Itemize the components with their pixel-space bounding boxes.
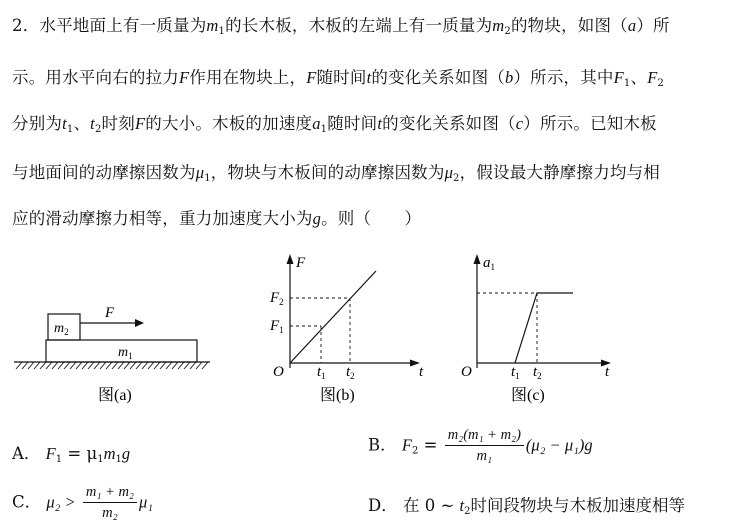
board-m1-label: $m_1$ (118, 345, 133, 361)
hatch-mark (202, 362, 208, 369)
hatch-mark (70, 362, 76, 369)
hatch-mark (58, 362, 64, 369)
hatch-mark (76, 362, 82, 369)
force-label: F (105, 305, 115, 321)
option-b-fraction: $\frac{\text{m₂(m₁ + m₂)}}{\text{m₁}}$ (445, 427, 524, 465)
hatch-mark (130, 362, 136, 369)
hatch-mark (154, 362, 160, 369)
hatch-mark (100, 362, 106, 369)
ground-hatch (16, 362, 208, 369)
question-line-2: 示。用水平向右的拉力F作用在物块上，F随时间t的变化关系如图（b）所示，其中$F_1$、$F_2$ (12, 68, 665, 89)
hatch-mark (196, 362, 202, 369)
hatch-mark (16, 362, 22, 369)
hatch-mark (64, 362, 70, 369)
question-line-1: 2．水平地面上有一质量为$m_1$的长木板，木板的左端上有一质量为$m_2$的物块，如图（a）所 (12, 16, 670, 37)
c-t1-label: $t_1$ (511, 364, 520, 381)
b-t1-label: $t_1$ (317, 364, 326, 381)
b-y-arrow (287, 254, 294, 264)
b-x-label: t (419, 364, 424, 380)
hatch-mark (88, 362, 94, 369)
b-t2-label: $t_2$ (346, 364, 355, 381)
hatch-mark (52, 362, 58, 369)
figure-c-caption: 图(c) (511, 387, 545, 404)
option-b[interactable]: B． $F_2$ = $\frac{\text{m₂(m₁ + m₂)}}{\text{m₁}}$ (μ₂ − μ₁)g (368, 427, 593, 464)
c-accel-line (515, 293, 573, 363)
c-x-label: t (605, 364, 610, 380)
c-origin-label: O (461, 364, 472, 380)
hatch-mark (82, 362, 88, 369)
hatch-mark (34, 362, 40, 369)
option-c[interactable]: C． μ₂ > $\frac{\text{m₁ + m₂}}{\text{m₂}}$ μ₁ (12, 484, 153, 521)
hatch-mark (190, 362, 196, 369)
b-f1-label: $F_1$ (270, 318, 284, 335)
force-arrow-head (135, 319, 144, 327)
hatch-mark (28, 362, 34, 369)
question-line-4: 与地面间的动摩擦因数为$\mu_1$，物块与木板间的动摩擦因数为$\mu_2$，假设最大静摩擦力均与相 (12, 163, 661, 184)
question-line-3: 分别为$t_1$、$t_2$时刻F的大小。木板的加速度$a_1$随时间t的变化关系如图（c）所示。已知木板 (12, 114, 657, 135)
figure-b-caption: 图(b) (320, 387, 355, 404)
option-c-fraction: $\frac{\text{m₁ + m₂}}{\text{m₂}}$ (83, 484, 137, 522)
hatch-mark (46, 362, 52, 369)
option-a[interactable]: A． $F_1 = \mu_1m_1g$ (12, 444, 131, 465)
hatch-mark (142, 362, 148, 369)
block-m2-label: $m_2$ (54, 321, 69, 337)
c-t2-label: $t_2$ (533, 364, 542, 381)
hatch-mark (172, 362, 178, 369)
question-line-5: 应的滑动摩擦力相等，重力加速度大小为g。则（ ） (12, 209, 422, 228)
hatch-mark (160, 362, 166, 369)
figure-a (10, 290, 215, 415)
b-f2-label: $F_2$ (270, 290, 284, 307)
c-y-arrow (474, 254, 481, 264)
option-d[interactable]: D． 在 0 ~ $t_2$时间段物块与木板加速度相等 (368, 496, 686, 517)
hatch-mark (94, 362, 100, 369)
hatch-mark (106, 362, 112, 369)
figure-a-caption: 图(a) (98, 387, 132, 404)
b-y-label: F (296, 255, 306, 271)
hatch-mark (166, 362, 172, 369)
hatch-mark (118, 362, 124, 369)
figure-c (455, 252, 627, 415)
hatch-mark (136, 362, 142, 369)
hatch-mark (178, 362, 184, 369)
b-origin-label: O (273, 364, 284, 380)
figure-b (262, 252, 434, 415)
hatch-mark (184, 362, 190, 369)
hatch-mark (22, 362, 28, 369)
hatch-mark (112, 362, 118, 369)
hatch-mark (148, 362, 154, 369)
hatch-mark (124, 362, 130, 369)
b-force-line (290, 271, 376, 363)
hatch-mark (40, 362, 46, 369)
c-y-label: $a_1$ (483, 255, 495, 272)
